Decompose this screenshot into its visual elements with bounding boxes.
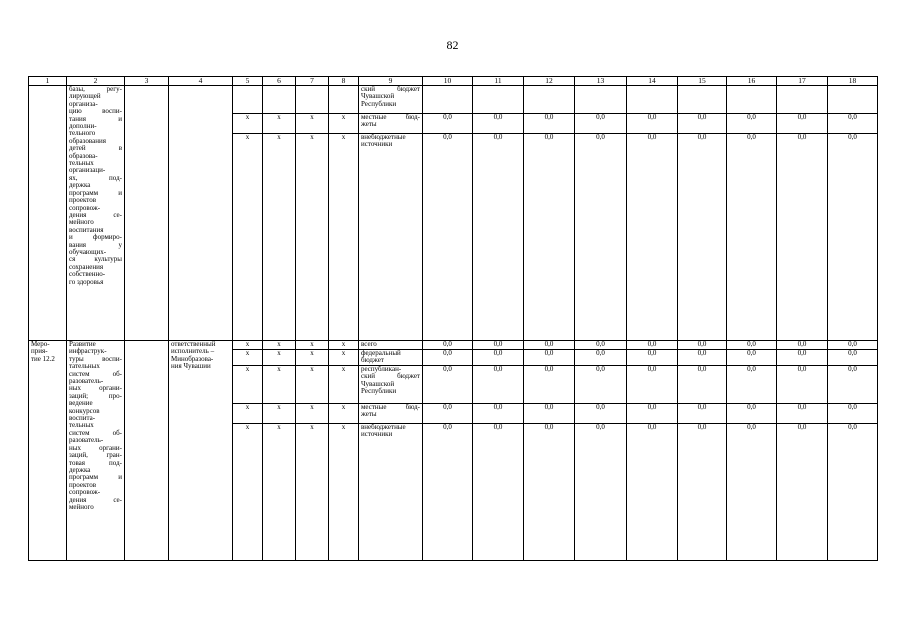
source-line: источники <box>361 140 393 149</box>
funding-source <box>359 404 423 424</box>
description-line: держка <box>69 465 91 474</box>
value-cell: 0,0 <box>524 134 575 341</box>
description-line: организа- <box>69 99 98 108</box>
value-cell: 0,0 <box>423 350 473 366</box>
value-cell: 0,0 <box>473 114 524 134</box>
column-header: 12 <box>524 77 575 86</box>
value-cell: 0,0 <box>423 424 473 561</box>
value-cell: 0,0 <box>575 404 627 424</box>
description-line: ся культуры <box>69 255 122 264</box>
x-cell: x <box>329 404 359 424</box>
x-cell: x <box>329 114 359 134</box>
column-header: 5 <box>233 77 263 86</box>
value-cell: 0,0 <box>473 366 524 404</box>
description-line: сопровож- <box>69 203 101 212</box>
description-line: заций, гран- <box>69 451 122 460</box>
value-cell: 0,0 <box>678 350 727 366</box>
value-cell: 0,0 <box>524 424 575 561</box>
x-cell: x <box>233 341 263 350</box>
table-row <box>29 86 878 114</box>
description-line: базы, регу- <box>69 85 122 93</box>
description-line: программ и <box>69 473 122 482</box>
x-cell: x <box>329 341 359 350</box>
column-header: 6 <box>263 77 296 86</box>
description-line: тательных <box>69 362 100 371</box>
description-line: ях, под- <box>69 173 122 182</box>
description-line: программ и <box>69 188 122 197</box>
column-header: 18 <box>828 77 878 86</box>
value-cell: 0,0 <box>678 114 727 134</box>
column-header: 14 <box>627 77 678 86</box>
value-cell: 0,0 <box>727 424 777 561</box>
description-line: инфраструк- <box>69 347 107 356</box>
x-cell: x <box>233 366 263 404</box>
x-cell: x <box>296 350 329 366</box>
funding-source <box>359 366 423 404</box>
value-cell: 0,0 <box>423 366 473 404</box>
column-header: 17 <box>777 77 828 86</box>
description-line: вания у <box>69 240 122 249</box>
value-cell: 0,0 <box>627 134 678 341</box>
responsible-line: ния Чувашии <box>171 362 211 371</box>
x-cell: x <box>233 134 263 341</box>
description-line: и формиро- <box>69 233 122 242</box>
column-header: 7 <box>296 77 329 86</box>
description-line: сопровож- <box>69 488 101 497</box>
block1-col1 <box>29 86 67 341</box>
value-cell: 0,0 <box>627 114 678 134</box>
description-line: проектов <box>69 196 97 205</box>
value-cell: 0,0 <box>575 114 627 134</box>
funding-source <box>359 350 423 366</box>
source-line: федеральный <box>361 349 401 357</box>
value-cell: 0,0 <box>777 134 828 341</box>
value-cell: 0,0 <box>524 341 575 350</box>
value-cell: 0,0 <box>423 134 473 341</box>
description-line: систем об- <box>69 428 122 437</box>
block1-col3 <box>125 86 169 341</box>
description-line: мейного <box>69 218 94 227</box>
source-line: ский бюджет <box>361 372 420 381</box>
x-cell: x <box>263 404 296 424</box>
block1-description <box>67 86 125 341</box>
x-cell: x <box>263 114 296 134</box>
x-cell: x <box>233 404 263 424</box>
page-number: 82 <box>446 38 459 52</box>
description-line: систем об- <box>69 369 122 378</box>
value-cell: 0,0 <box>777 341 828 350</box>
value-cell: 0,0 <box>828 424 878 561</box>
value-cell: 0,0 <box>777 350 828 366</box>
description-line: воспитания <box>69 225 104 234</box>
value-cell: 0,0 <box>678 341 727 350</box>
value-cell: 0,0 <box>828 134 878 341</box>
x-cell: x <box>329 424 359 561</box>
column-header: 15 <box>678 77 727 86</box>
description-line: цию воспи- <box>69 107 122 116</box>
description-line: проектов <box>69 480 97 489</box>
x-cell: x <box>263 366 296 404</box>
x-cell: x <box>296 341 329 350</box>
description-line: тельного <box>69 129 96 138</box>
description-line: заций; про- <box>69 391 122 400</box>
description-line: ных органи- <box>69 384 122 393</box>
budget-table <box>28 76 878 561</box>
activity-number-line: тие 12.2 <box>31 354 55 363</box>
value-cell: 0,0 <box>575 341 627 350</box>
value-cell: 0,0 <box>627 404 678 424</box>
x-cell: x <box>296 114 329 134</box>
x-cell: x <box>233 424 263 561</box>
table-row <box>29 341 878 350</box>
value-cell: 0,0 <box>423 404 473 424</box>
value-cell: 0,0 <box>678 366 727 404</box>
value-cell: 0,0 <box>473 424 524 561</box>
description-line: дения се- <box>69 210 122 219</box>
source-line: источники <box>361 430 393 439</box>
description-line: собственно- <box>69 270 106 279</box>
value-cell: 0,0 <box>575 350 627 366</box>
value-cell: 0,0 <box>423 114 473 134</box>
source-line: внебюджетные <box>361 423 406 431</box>
description-line: тельных <box>69 159 94 168</box>
column-header: 8 <box>329 77 359 86</box>
block1-col4 <box>169 86 233 341</box>
column-header: 4 <box>169 77 233 86</box>
x-cell: x <box>233 114 263 134</box>
description-line: ных органи- <box>69 443 122 452</box>
value-cell: 0,0 <box>777 424 828 561</box>
description-line: мейного <box>69 502 94 511</box>
x-cell: x <box>296 366 329 404</box>
column-header: 11 <box>473 77 524 86</box>
description-line: разователь- <box>69 436 104 445</box>
activity-description <box>67 341 125 561</box>
description-line: го здоровья <box>69 277 104 286</box>
description-line: тания и <box>69 114 122 123</box>
value-cell: 0,0 <box>627 341 678 350</box>
source-line: всего <box>361 340 377 348</box>
source-line: жеты <box>361 120 377 129</box>
value-cell: 0,0 <box>727 366 777 404</box>
value-cell: 0,0 <box>828 341 878 350</box>
responsible-line: ответственный <box>171 340 216 348</box>
description-line: тельных <box>69 421 94 430</box>
value-cell: 0,0 <box>828 114 878 134</box>
value-cell: 0,0 <box>473 350 524 366</box>
block1-source-0 <box>359 86 423 114</box>
column-header: 9 <box>359 77 423 86</box>
description-line: обучающих- <box>69 247 107 256</box>
description-line: дополни- <box>69 122 97 131</box>
description-line: образования <box>69 136 106 145</box>
funding-source <box>359 341 423 350</box>
column-header: 3 <box>125 77 169 86</box>
funding-source <box>359 134 423 341</box>
column-header: 10 <box>423 77 473 86</box>
value-cell: 0,0 <box>678 424 727 561</box>
responsible-line: Минобразова- <box>171 354 214 363</box>
description-line: детей в <box>69 144 122 153</box>
x-cell: x <box>263 350 296 366</box>
column-header: 16 <box>727 77 777 86</box>
column-header: 1 <box>29 77 67 86</box>
x-cell: x <box>329 366 359 404</box>
responsible-line: исполнитель – <box>171 347 215 356</box>
source-line: ский бюджет <box>361 85 420 93</box>
value-cell: 0,0 <box>524 366 575 404</box>
description-line: сохранения <box>69 262 104 271</box>
activity-number <box>29 341 67 561</box>
source-line: местные бюд- <box>361 403 420 411</box>
x-cell: x <box>263 134 296 341</box>
value-cell: 0,0 <box>524 114 575 134</box>
header-row <box>29 77 878 86</box>
description-line: воспита- <box>69 414 96 423</box>
activity-number-line: Меро- <box>31 340 50 348</box>
description-line: образова- <box>69 151 98 160</box>
block2-col3 <box>125 341 169 561</box>
source-line: Республики <box>361 387 397 396</box>
funding-source <box>359 114 423 134</box>
description-line: конкурсов <box>69 406 100 415</box>
value-cell: 0,0 <box>828 404 878 424</box>
value-cell: 0,0 <box>473 134 524 341</box>
column-header: 13 <box>575 77 627 86</box>
description-line: разователь- <box>69 377 104 386</box>
source-line: Чувашской <box>361 379 395 388</box>
value-cell: 0,0 <box>524 404 575 424</box>
description-line: Развитие <box>69 340 96 348</box>
column-header: 2 <box>67 77 125 86</box>
value-cell: 0,0 <box>727 134 777 341</box>
value-cell: 0,0 <box>777 404 828 424</box>
description-line: организаци- <box>69 166 106 175</box>
description-line: туры воспи- <box>69 354 122 363</box>
activity-number-line: прия- <box>31 347 48 356</box>
x-cell: x <box>296 404 329 424</box>
source-line: внебюджетные <box>361 133 406 141</box>
source-line: бюджет <box>361 356 384 365</box>
value-cell: 0,0 <box>727 114 777 134</box>
value-cell: 0,0 <box>575 134 627 341</box>
x-cell: x <box>329 134 359 341</box>
value-cell: 0,0 <box>678 404 727 424</box>
description-line: товая под- <box>69 458 122 467</box>
value-cell: 0,0 <box>727 341 777 350</box>
source-line: Республики <box>361 99 397 108</box>
value-cell: 0,0 <box>828 350 878 366</box>
source-line: жеты <box>361 410 377 419</box>
value-cell: 0,0 <box>777 366 828 404</box>
description-line: дения се- <box>69 495 122 504</box>
x-cell: x <box>263 341 296 350</box>
value-cell: 0,0 <box>828 366 878 404</box>
description-line: держка <box>69 181 91 190</box>
responsible-executor <box>169 341 233 561</box>
source-line: Чувашской <box>361 92 395 101</box>
x-cell: x <box>329 350 359 366</box>
value-cell: 0,0 <box>575 366 627 404</box>
value-cell: 0,0 <box>627 350 678 366</box>
description-line: ведение <box>69 399 93 408</box>
value-cell: 0,0 <box>727 350 777 366</box>
value-cell: 0,0 <box>678 134 727 341</box>
source-line: местные бюд- <box>361 113 420 121</box>
source-line: республикан- <box>361 365 402 373</box>
funding-source <box>359 424 423 561</box>
value-cell: 0,0 <box>627 366 678 404</box>
value-cell: 0,0 <box>777 114 828 134</box>
x-cell: x <box>296 424 329 561</box>
value-cell: 0,0 <box>627 424 678 561</box>
value-cell: 0,0 <box>473 404 524 424</box>
value-cell: 0,0 <box>473 341 524 350</box>
x-cell: x <box>233 350 263 366</box>
value-cell: 0,0 <box>423 341 473 350</box>
value-cell: 0,0 <box>727 404 777 424</box>
x-cell: x <box>263 424 296 561</box>
description-line: лирующей <box>69 92 101 101</box>
x-cell: x <box>296 134 329 341</box>
value-cell: 0,0 <box>575 424 627 561</box>
value-cell: 0,0 <box>524 350 575 366</box>
